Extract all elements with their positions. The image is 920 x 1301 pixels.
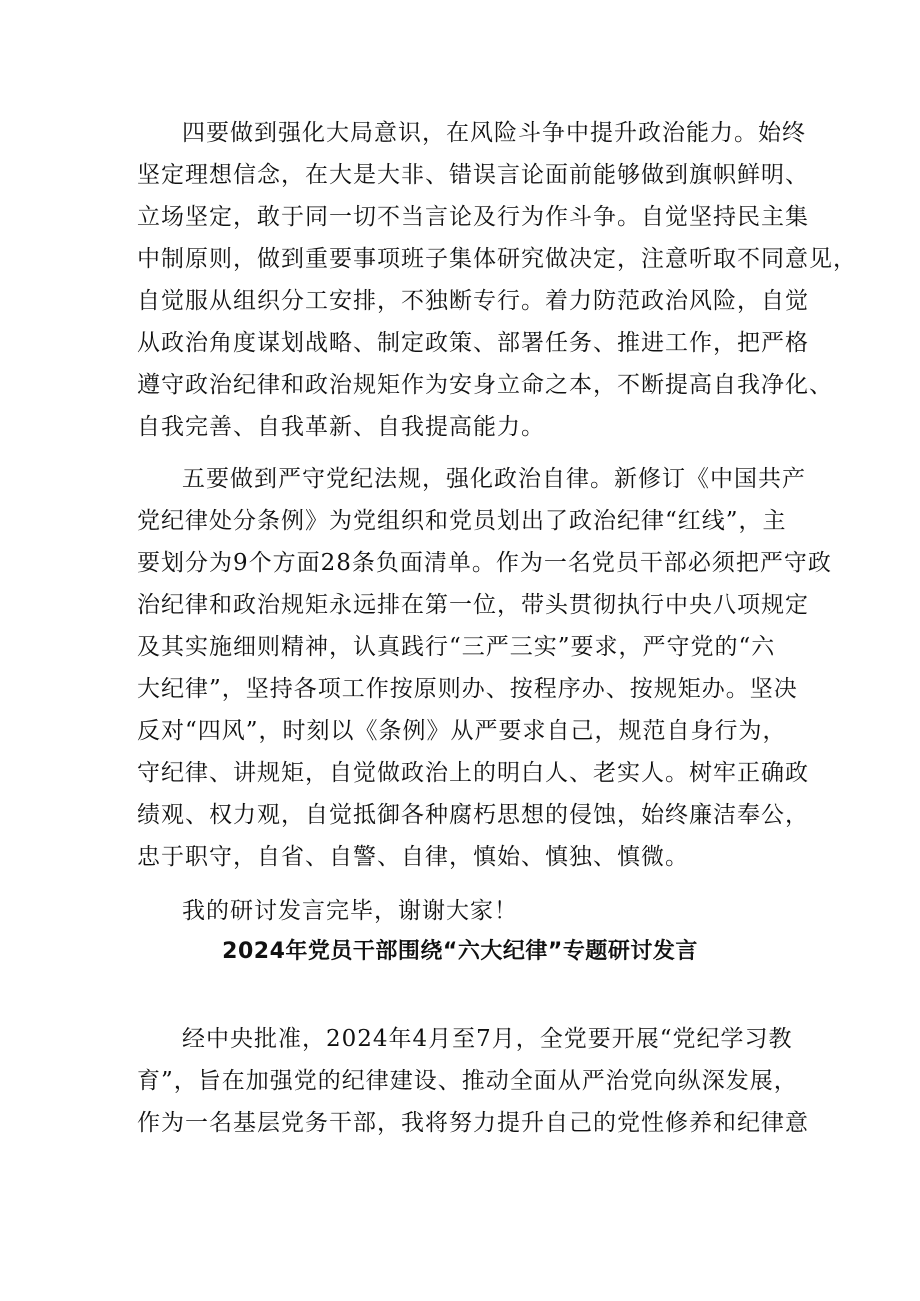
paragraph-line: 绩观、权力观，自觉抵御各种腐朽思想的侵蚀，始终廉洁奉公， [137, 802, 809, 828]
closing-line: 我的研讨发言完毕，谢谢大家！ [182, 898, 518, 924]
paragraph-line: 自觉服从组织分工安排，不独断专行。着力防范政治风险，自觉 [137, 288, 809, 314]
paragraph-line: 育”，旨在加强党的纪律建设、推动全面从严治党向纵深发展， [137, 1068, 798, 1094]
paragraph-line: 遵守政治纪律和政治规矩作为安身立命之本，不断提高自我净化、 [137, 372, 833, 398]
paragraph-line: 四要做到强化大局意识，在风险斗争中提升政治能力。始终 [182, 120, 806, 146]
paragraph-line: 治纪律和政治规矩永远排在第一位，带头贯彻执行中央八项规定 [137, 592, 809, 618]
paragraph-line: 坚定理想信念，在大是大非、错误言论面前能够做到旗帜鲜明、 [137, 162, 809, 188]
paragraph-section-four [137, 112, 857, 448]
paragraph-line: 自我完善、自我革新、自我提高能力。 [137, 414, 545, 440]
paragraph-line: 立场坚定，敢于同一切不当言论及行为作斗争。自觉坚持民主集 [137, 204, 809, 230]
paragraph-line: 党纪律处分条例》为党组织和党员划出了政治纪律“红线”，主 [137, 508, 787, 534]
paragraph-line: 中制原则，做到重要事项班子集体研究做决定，注意听取不同意见， [137, 246, 857, 272]
paragraph-section-five [137, 458, 832, 878]
closing-paragraph [137, 890, 797, 932]
paragraph-line: 大纪律”，坚持各项工作按原则办、按程序办、按规矩办。坚决 [137, 676, 798, 702]
paragraph-intro [137, 1018, 809, 1144]
paragraph-line: 经中央批准，2024年4月至7月，全党要开展“党纪学习教 [182, 1026, 793, 1052]
paragraph-line: 从政治角度谋划战略、制定政策、部署任务、推进工作，把严格 [137, 330, 809, 356]
paragraph-line: 反对“四风”，时刻以《条例》从严要求自己，规范自身行为， [137, 718, 787, 744]
paragraph-line: 守纪律、讲规矩，自觉做政治上的明白人、老实人。树牢正确政 [137, 760, 809, 786]
paragraph-line: 作为一名基层党务干部，我将努力提升自己的党性修养和纪律意 [137, 1110, 809, 1136]
paragraph-line: 忠于职守，自省、自警、自律，慎始、慎独、慎微。 [137, 844, 689, 870]
paragraph-line: 要划分为9个方面28条负面清单。作为一名党员干部必须把严守政 [137, 550, 832, 576]
paragraph-line: 及其实施细则精神，认真践行“三严三实”要求，严守党的“六 [137, 634, 776, 660]
article-title: 2024年党员干部围绕“六大纪律”专题研讨发言 [222, 939, 698, 964]
paragraph-line: 五要做到严守党纪法规，强化政治自律。新修订《中国共产 [182, 466, 806, 492]
